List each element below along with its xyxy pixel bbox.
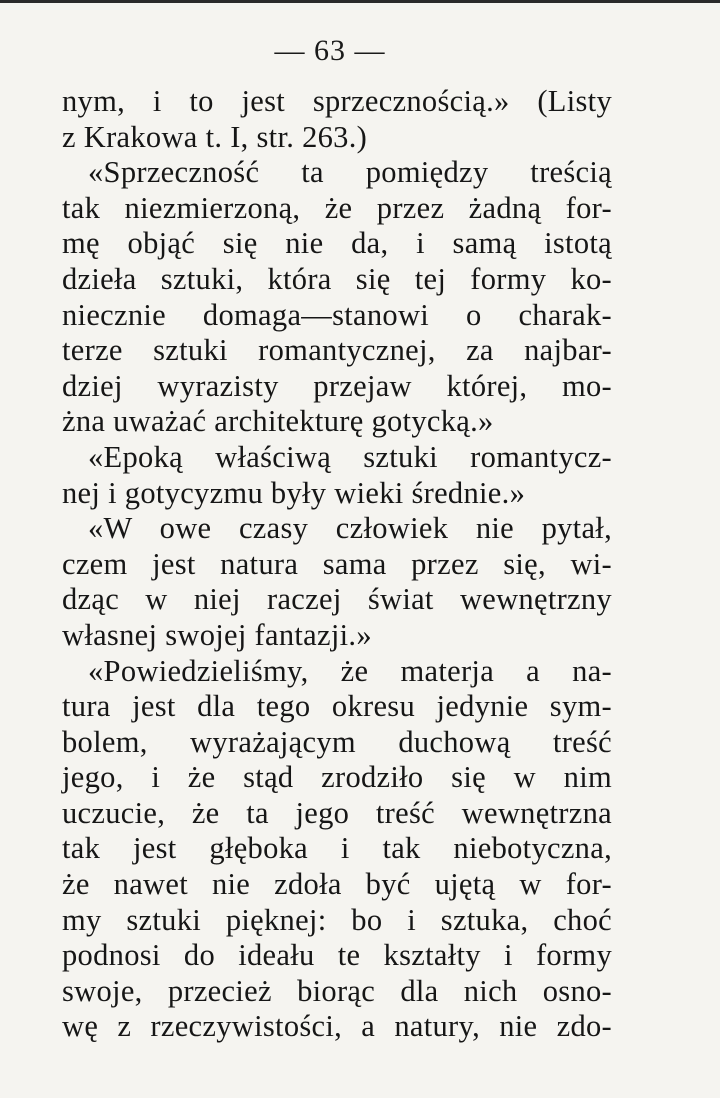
- text-line: my sztuki pięknej: bo i sztuka, choć: [62, 902, 612, 937]
- text-line: mę objąć się nie da, i samą istotą: [62, 226, 612, 261]
- text-line: terze sztuki romantycznej, za najbar-: [62, 333, 612, 368]
- text-line: czem jest natura sama przez się, wi-: [62, 546, 612, 581]
- text-line: tura jest dla tego okresu jedynie sym-: [62, 689, 612, 724]
- text-line: wę z rzeczywistości, a natury, nie zdo-: [62, 1009, 612, 1044]
- text-line: dziej wyrazisty przejaw której, mo-: [62, 368, 612, 403]
- text-line: z Krakowa t. I, str. 263.): [62, 119, 368, 154]
- page-top-edge: [0, 0, 720, 3]
- text-line: własnej swojej fantazji.»: [62, 617, 372, 652]
- text-line: swoje, przecież biorąc dla nich osno-: [62, 973, 612, 1008]
- text-line: «Sprzeczność ta pomiędzy treścią: [88, 155, 612, 190]
- text-line: tak jest głęboka i tak niebotyczna,: [62, 831, 612, 866]
- text-line: podnosi do ideału te kształty i formy: [62, 938, 612, 973]
- text-line: nej i gotycyzmu były wieki średnie.»: [62, 475, 526, 510]
- text-line: «Powiedzieliśmy, że materja a na-: [88, 653, 612, 688]
- text-line: dzieła sztuki, która się tej formy ko-: [62, 261, 612, 296]
- text-line: że nawet nie zdoła być ujętą w for-: [62, 867, 612, 902]
- text-line: nym, i to jest sprzecznością.» (Listy: [62, 84, 612, 118]
- text-line: żna uważać architekturę gotycką.»: [62, 404, 494, 439]
- text-line: uczucie, że ta jego treść wewnętrzna: [62, 795, 612, 830]
- text-line: tak niezmierzoną, że przez żadną for-: [62, 190, 612, 225]
- text-line: «Epoką właściwą sztuki romantycz-: [88, 439, 612, 474]
- text-line: niecznie domaga—stanowi o charak-: [62, 297, 612, 332]
- body-text: [62, 84, 612, 1045]
- text-line: bolem, wyrażającym duchową treść: [62, 724, 612, 759]
- page-number: — 63 —: [274, 34, 386, 67]
- text-line: jego, i że stąd zrodziło się w nim: [62, 760, 612, 795]
- text-line: «W owe czasy człowiek nie pytał,: [88, 511, 612, 546]
- text-line: dząc w niej raczej świat wewnętrzny: [62, 582, 612, 617]
